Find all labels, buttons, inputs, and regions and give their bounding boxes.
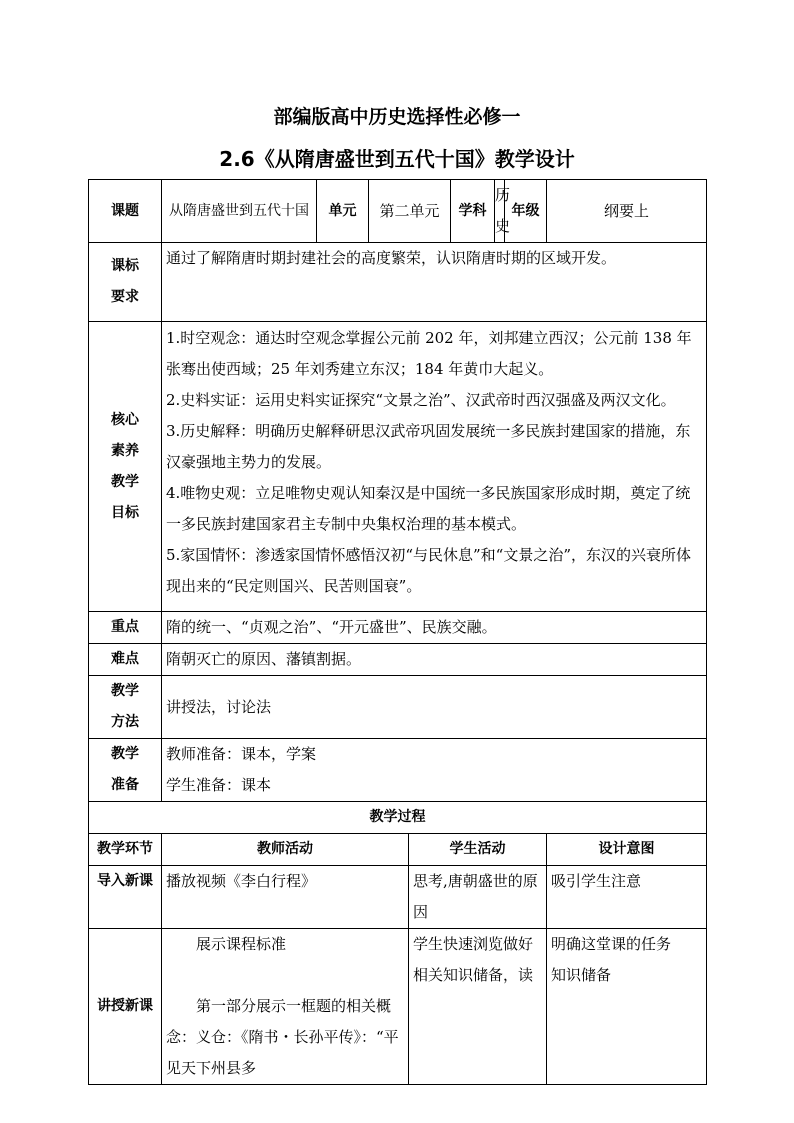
- method-label: 教学 方法: [89, 676, 162, 739]
- topic-label: 课题: [89, 180, 162, 243]
- goal-item: 5.家国情怀：渗透家国情怀感悟汉初“与民休息”和“文景之治”，东汉的兴衰所体现出来的“民定则国兴、民苦则国衰”。: [166, 546, 691, 595]
- lecture-teacher-line: 展示课程标准: [196, 935, 287, 953]
- intro-student-activity: 思考,唐朝盛世的原因: [409, 866, 547, 929]
- subject-value: 历史: [495, 180, 505, 243]
- method-text: 讲授法，讨论法: [162, 676, 707, 739]
- goal-item: 3.历史解释：明确历史解释研思汉武帝巩固发展统一多民族封建国家的措施，东汉豪强地主势力的发展。: [166, 422, 691, 471]
- document-subtitle: 部编版高中历史选择性必修一: [273, 106, 521, 128]
- header-design-purpose: 设计意图: [547, 834, 707, 866]
- core-literacy-label: 核心 素养 教学 目标: [89, 322, 162, 612]
- core-literacy-goals: [162, 322, 707, 612]
- unit-label: 单元: [317, 180, 369, 243]
- header-teacher-activity: 教师活动: [162, 834, 409, 866]
- key-point-text: 隋的统一、“贞观之治”、“开元盛世”、民族交融。: [162, 612, 707, 644]
- header-stage: 教学环节: [89, 834, 162, 866]
- grade-value: 纲要上: [547, 180, 707, 243]
- header-student-activity: 学生活动: [409, 834, 547, 866]
- unit-value: 第二单元: [369, 180, 451, 243]
- difficulty-text: 隋朝灭亡的原因、藩镇割据。: [162, 644, 707, 676]
- goal-item: 4.唯物史观：立足唯物史观认知秦汉是中国统一多民族国家形成时期，奠定了统一多民族封建国家君主专制中央集权治理的基本模式。: [166, 484, 691, 533]
- student-preparation: 学生准备：课本: [166, 776, 272, 794]
- lecture-teacher-activity: [162, 929, 409, 1085]
- intro-stage: 导入新课: [89, 866, 162, 929]
- process-title: 教学过程: [89, 802, 707, 834]
- intro-design-purpose: 吸引学生注意: [547, 866, 707, 929]
- preparation-text: [162, 739, 707, 802]
- standard-label: 课标 要求: [89, 243, 162, 322]
- goal-item: 2.史料实证：运用史料实证探究“文景之治”、汉武帝时西汉强盛及两汉文化。: [166, 391, 676, 409]
- grade-label: 年级: [505, 180, 547, 243]
- intro-teacher-activity: 播放视频《李白行程》: [162, 866, 409, 929]
- key-point-label: 重点: [89, 612, 162, 644]
- lecture-stage: 讲授新课: [89, 929, 162, 1085]
- topic-value: 从隋唐盛世到五代十国: [162, 180, 317, 243]
- preparation-label: 教学 准备: [89, 739, 162, 802]
- lesson-plan-table: [88, 179, 707, 1085]
- lecture-teacher-line: 第一部分展示一框题的相关概念：义仓：《隋书・长孙平传》：“平 见天下州县多: [166, 997, 399, 1077]
- lecture-design-purpose: 明确这堂课的任务 知识储备: [547, 929, 707, 1085]
- standard-text: 通过了解隋唐时期封建社会的高度繁荣，认识隋唐时期的区域开发。: [162, 243, 707, 322]
- lecture-student-activity: 学生快速浏览做好相关知识储备，读: [409, 929, 547, 1085]
- teacher-preparation: 教师准备：课本，学案: [166, 745, 317, 763]
- goal-item: 1.时空观念：通达时空观念掌握公元前 202 年，刘邦建立西汉；公元前 138 年张骞出使西域；25 年刘秀建立东汉；184 年黄巾大起义。: [166, 329, 692, 378]
- subject-label: 学科: [451, 180, 495, 243]
- difficulty-label: 难点: [89, 644, 162, 676]
- document-title: 2.6《从隋唐盛世到五代十国》教学设计: [219, 147, 575, 171]
